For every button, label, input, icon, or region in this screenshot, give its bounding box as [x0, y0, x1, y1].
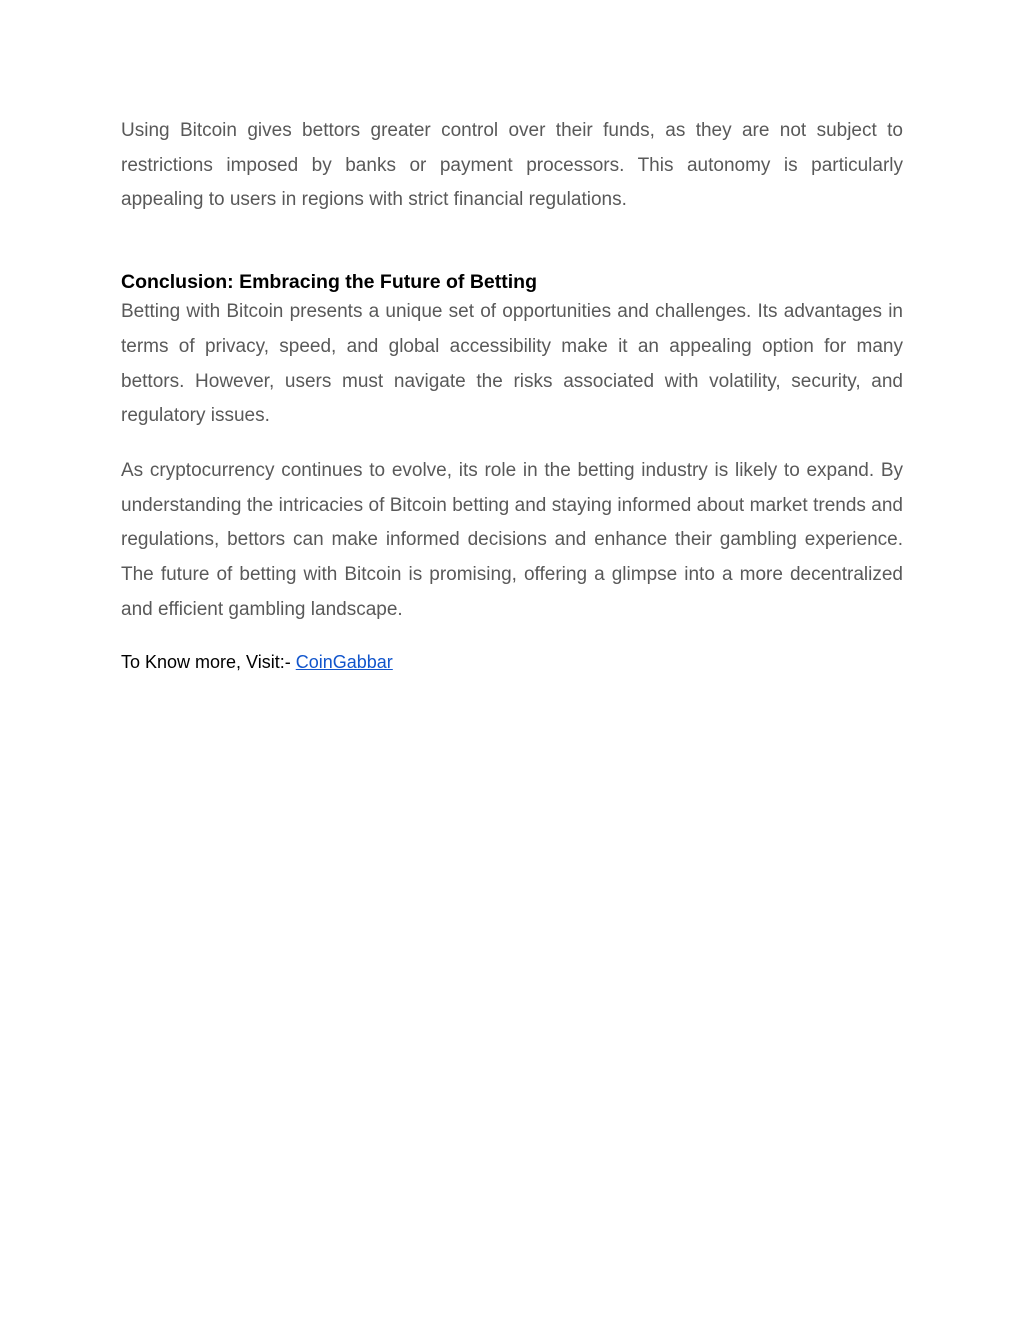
conclusion-heading: Conclusion: Embracing the Future of Betting — [121, 271, 537, 294]
visit-line — [121, 645, 903, 679]
conclusion-paragraph-1: Betting with Bitcoin presents a unique set of opportunities and challenges. Its advantages in terms of privacy, speed, and global accessibility make it an appealing option for many bettors. However, users must navigate the risks associated with volatility, security, and regulatory issues. — [121, 301, 903, 427]
coingabbar-link[interactable]: CoinGabbar — [295, 652, 393, 673]
document-page — [121, 114, 903, 679]
visit-prefix: To Know more, Visit:- — [121, 652, 296, 673]
intro-paragraph: Using Bitcoin gives bettors greater control over their funds, as they are not subject to restrictions imposed by banks or payment processors. This autonomy is particularly appealing to users in regions with strict financial regulations. — [121, 120, 903, 211]
conclusion-paragraph-2: As cryptocurrency continues to evolve, its role in the betting industry is likely to expand. By understanding the intricacies of Bitcoin betting and staying informed about market trends and regulations, bettors can make informed decisions and enhance their gambling experience. The future of betting with Bitcoin is promising, offering a glimpse into a more decentralized and efficient gambling landscape. — [121, 459, 903, 620]
